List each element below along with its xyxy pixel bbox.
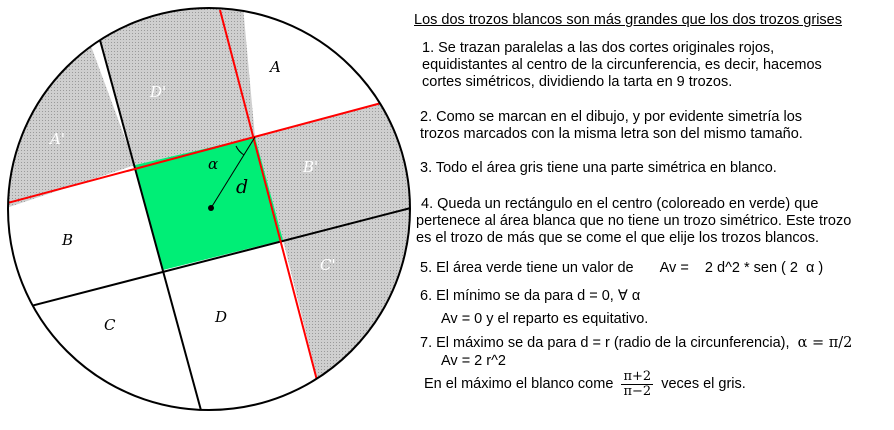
label-d-radius: d [236, 176, 249, 198]
p7-formula: α = π/2 [797, 335, 853, 351]
label-a-prime: A' [50, 130, 65, 148]
p8-before: En el máximo el blanco come [424, 376, 614, 392]
p1-line-1: 1. Se trazan paralelas a las dos cortes originales rojos, [422, 40, 775, 56]
paragraph-7 [420, 335, 852, 352]
paragraph-8 [424, 368, 746, 400]
p2-line-1: 2. Como se marcan en el dibujo, y por evidente simetría los [420, 109, 803, 125]
label-b-prime: B' [303, 158, 319, 176]
ratio-fraction [621, 370, 653, 399]
paragraph-7b: Av = 2 r^2 [441, 353, 506, 369]
paragraph-3: 3. Todo el área gris tiene una parte simétrica en blanco. [420, 160, 777, 176]
pie-diagram [0, 0, 415, 430]
ratio-denominator: π−2 [623, 383, 652, 399]
p4-line-1: 4. Queda un rectángulo en el centro (coloreado en verde) que [421, 196, 819, 212]
p7-text: 7. El máximo se da para d = r (radio de la circunferencia), [420, 335, 790, 351]
center-dot [208, 205, 214, 211]
p4-line-3: es el trozo de más que se come el que elije los trozos blancos. [416, 230, 819, 246]
label-alpha: α [208, 155, 219, 173]
p1-line-3: cortes simétricos, dividiendo la tarta en 9 trozos. [422, 74, 733, 90]
p4-line-2: pertenece al área blanca que no tiene un trozo simétrico. Este trozo [416, 213, 852, 229]
p5-label: 5. El área verde tiene un valor de [420, 260, 634, 276]
label-c-prime: C' [320, 256, 336, 274]
label-b: B [62, 231, 74, 249]
label-a: A [270, 58, 281, 76]
label-d: D [215, 308, 228, 326]
p1-line-2: equidistantes al centro de la circunferencia, es decir, hacemos [422, 57, 822, 73]
paragraph-6: 6. El mínimo se da para d = 0, ∀ α [420, 288, 641, 304]
p8-after: veces el gris. [661, 376, 746, 392]
paragraph-6b: Av = 0 y el reparto es equitativo. [441, 311, 649, 327]
paragraph-5 [420, 260, 823, 277]
label-c: C [104, 316, 116, 334]
p2-line-2: trozos marcados con la misma letra son del mismo tamaño. [420, 126, 803, 142]
page-title: Los dos trozos blancos son más grandes que los dos trozos grises [414, 12, 842, 28]
ratio-numerator: π+2 [623, 368, 652, 384]
label-d-prime: D' [150, 83, 167, 101]
p5-formula: Av = 2 d^2 * sen ( 2 α ) [659, 260, 824, 276]
